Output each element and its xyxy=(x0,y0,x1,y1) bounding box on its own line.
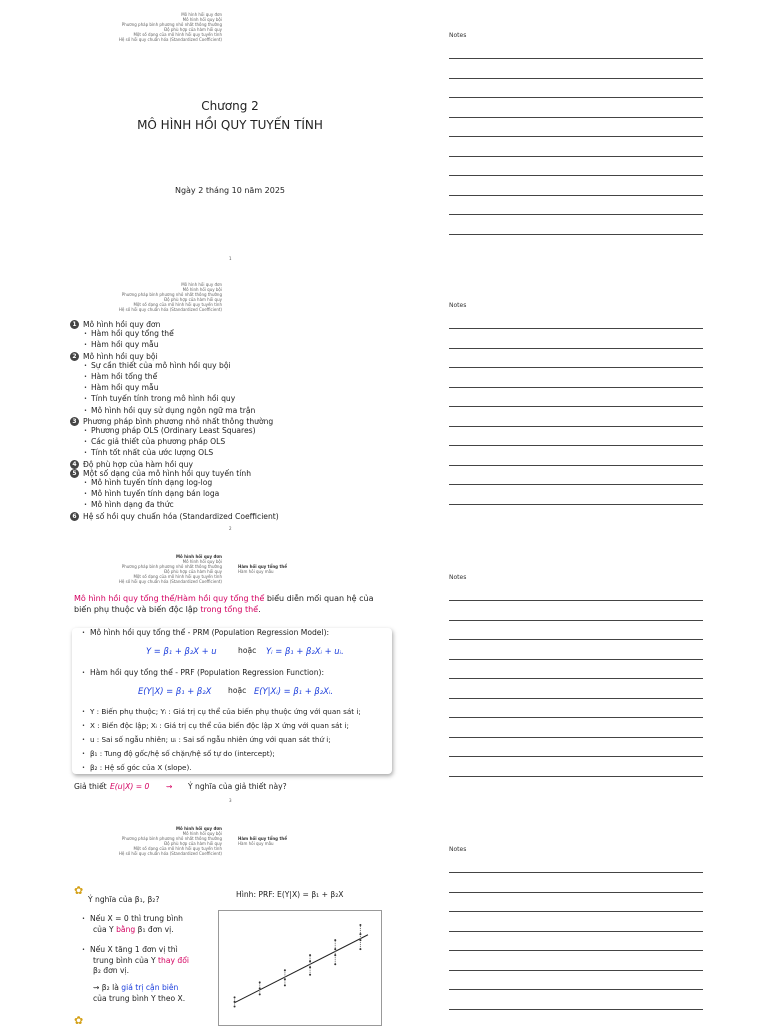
mini-nav-item[interactable]: Hàm hồi quy tổng thể xyxy=(238,836,287,841)
meaning-question: Ý nghĩa của β₁, β₂? xyxy=(88,895,160,904)
notes-rule xyxy=(449,195,703,196)
intro-term: Mô hình hồi quy tổng thể/Hàm hồi quy tổng thể xyxy=(74,594,265,603)
intro-text: biểu diễn mối quan hệ của biến phụ thuộc và biến độc lập xyxy=(74,594,374,614)
mini-nav-item[interactable]: Hàm hồi quy mẫu xyxy=(238,841,274,846)
mini-nav-item[interactable]: Mô hình hồi quy đơn xyxy=(176,554,222,559)
mini-nav-slide4 xyxy=(100,826,222,856)
data-point xyxy=(359,939,361,941)
toc-section[interactable] xyxy=(70,469,279,478)
assumption-formula: E(u|X) = 0 xyxy=(110,782,150,791)
section-number-badge: 1 xyxy=(70,320,79,329)
notes-rule xyxy=(449,717,703,718)
data-point xyxy=(334,948,336,950)
mini-nav-item[interactable]: Mô hình hồi quy bội xyxy=(182,17,222,22)
notes-rule xyxy=(449,756,703,757)
mini-nav-slide1 xyxy=(100,12,222,42)
notes-rule xyxy=(449,348,703,349)
notes-rule xyxy=(449,214,703,215)
mini-nav-item[interactable]: Độ phù hợp của hàm hồi quy xyxy=(164,841,222,846)
toc-subsection[interactable]: • Mô hình tuyến tính dạng bán loga xyxy=(70,489,279,500)
notes-rule xyxy=(449,78,703,79)
notes-rule xyxy=(449,387,703,388)
notes-rule xyxy=(449,737,703,738)
section-number-badge: 2 xyxy=(70,352,79,361)
beta2-line-a: • Nếu X tăng 1 đơn vị thì xyxy=(82,945,178,956)
definition-item: • X : Biến độc lập; Xᵢ : Giá trị cụ thể của biến độc lập X ứng với quan sát i; xyxy=(82,721,349,732)
notes-rule xyxy=(449,776,703,777)
toc-subsection[interactable]: • Hàm hồi quy mẫu xyxy=(70,383,279,394)
notes-rule xyxy=(449,328,703,329)
mini-nav-item[interactable]: Hàm hồi quy tổng thể xyxy=(238,564,287,569)
chapter-label: Chương 2 xyxy=(201,99,259,113)
mini-nav-slide3 xyxy=(100,554,222,584)
notes-label: Notes xyxy=(449,302,467,309)
date-label: Ngày 2 tháng 10 năm 2025 xyxy=(174,186,286,195)
toc-section-title: Một số dạng của mô hình hồi quy tuyến tính xyxy=(83,468,252,478)
toc-subsection[interactable]: • Mô hình dạng đa thức xyxy=(70,500,279,511)
mini-nav-item[interactable]: Phương pháp bình phương nhỏ nhất thông thường xyxy=(121,836,222,841)
toc-subsection[interactable]: • Sự cần thiết của mô hình hồi quy bội xyxy=(70,361,279,372)
data-point xyxy=(334,939,336,941)
definition-item: • u : Sai số ngẫu nhiên; uᵢ : Sai số ngẫu nhiên ứng với quan sát thứ i; xyxy=(82,735,331,746)
notes-rule xyxy=(449,504,703,505)
notes-rule xyxy=(449,58,703,59)
prm-label: • Mô hình hồi quy tổng thể - PRM (Population Regression Model): xyxy=(82,628,329,639)
notes-rule xyxy=(449,678,703,679)
page-number: 2 xyxy=(229,526,232,531)
notes-rule xyxy=(449,989,703,990)
notes-rule xyxy=(449,600,703,601)
data-point xyxy=(309,966,311,968)
section-number-badge: 3 xyxy=(70,417,79,426)
beta2-marginal xyxy=(93,983,178,993)
notes-rule xyxy=(449,950,703,951)
notes-rule xyxy=(449,136,703,137)
data-point xyxy=(234,996,236,998)
notes-rule xyxy=(449,1009,703,1010)
assumption-question: Ý nghĩa của giả thiết này? xyxy=(188,782,287,791)
data-point xyxy=(359,933,361,935)
data-point xyxy=(309,954,311,956)
notes-rule xyxy=(449,175,703,176)
data-point xyxy=(359,924,361,926)
toc-subsection[interactable]: • Phương pháp OLS (Ordinary Least Squares) xyxy=(70,426,279,437)
data-point xyxy=(259,993,261,995)
data-point xyxy=(234,1005,236,1007)
mini-nav-item[interactable]: Phương pháp bình phương nhỏ nhất thông thường xyxy=(121,564,222,569)
beta1-line-a: • Nếu X = 0 thì trung bình xyxy=(82,914,183,925)
data-point xyxy=(284,978,286,980)
toc-subsection[interactable]: • Tính tuyến tính trong mô hình hồi quy xyxy=(70,394,279,405)
leads-to-arrow: ⇝ xyxy=(166,782,173,791)
definition-item: • Y : Biến phụ thuộc; Yᵢ : Giá trị cụ thể của biến phụ thuộc ứng với quan sát i; xyxy=(82,707,361,718)
toc-subsection[interactable]: • Mô hình tuyến tính dạng log-log xyxy=(70,478,279,489)
data-point xyxy=(359,948,361,950)
mini-nav-item[interactable]: Một số dạng của mô hình hồi quy tuyến tính xyxy=(133,302,222,307)
notes-rule xyxy=(449,234,703,235)
definition-item: • β₂ : Hệ số góc của X (slope). xyxy=(82,763,192,774)
beta2-line-c: β₂ đơn vị. xyxy=(93,966,130,975)
section-number-badge: 4 xyxy=(70,460,79,469)
flower-icon: ✿ xyxy=(74,1014,84,1027)
toc-section-title: Hệ số hồi quy chuẩn hóa (Standardized Coefficient) xyxy=(83,511,279,521)
mini-nav-item[interactable]: Mô hình hồi quy đơn xyxy=(181,282,222,287)
beta1-end: β₁ đơn vị. xyxy=(135,925,174,934)
data-point xyxy=(284,984,286,986)
intro-paragraph xyxy=(74,593,390,615)
mini-nav-item[interactable]: Hệ số hồi quy chuẩn hóa (Standardized Coefficient) xyxy=(118,851,222,856)
mini-nav-item[interactable]: Mô hình hồi quy bội xyxy=(182,831,222,836)
mini-nav-item[interactable]: Hệ số hồi quy chuẩn hóa (Standardized Coefficient) xyxy=(118,307,222,312)
definition-item: • β₁ : Tung độ gốc/hệ số chặn/hệ số tự do (intercept); xyxy=(82,749,275,760)
beta2-text: trung bình của Y xyxy=(93,956,159,965)
notes-label: Notes xyxy=(449,32,467,39)
toc-section-title: Phương pháp bình phương nhỏ nhất thông thường xyxy=(83,416,274,426)
toc-section[interactable] xyxy=(70,417,279,426)
notes-rule xyxy=(449,406,703,407)
marginal-prefix: ⇝ β₂ là xyxy=(93,983,122,992)
data-point xyxy=(309,974,311,976)
notes-rule xyxy=(449,872,703,873)
mini-nav-subsections xyxy=(238,564,318,574)
notes-label: Notes xyxy=(449,846,467,853)
toc-section[interactable] xyxy=(70,352,279,361)
assumption-prefix: Giả thiết xyxy=(74,782,107,791)
notes-rule xyxy=(449,484,703,485)
page-number: 1 xyxy=(229,256,232,261)
prf-chart xyxy=(218,910,382,1026)
mini-nav-item[interactable]: Độ phù hợp của hàm hồi quy xyxy=(164,297,222,302)
notes-rule xyxy=(449,426,703,427)
notes-rule xyxy=(449,620,703,621)
toc-section-title: Độ phù hợp của hàm hồi quy xyxy=(83,459,193,469)
prf-formula: E(Y|X) = β₁ + β₂X xyxy=(138,686,212,696)
or-label: hoặc xyxy=(238,646,257,655)
mini-nav-item[interactable]: Độ phù hợp của hàm hồi quy xyxy=(164,569,222,574)
data-point xyxy=(259,981,261,983)
beta1-line-b xyxy=(93,925,174,935)
flower-icon: ✿ xyxy=(74,884,84,897)
intro-term-2: trong tổng thể xyxy=(200,605,259,614)
marginal-line-b: của trung bình Y theo X. xyxy=(93,994,186,1003)
notes-rule xyxy=(449,445,703,446)
prm-formula-indexed: Yᵢ = β₁ + β₂Xᵢ + uᵢ. xyxy=(266,646,344,656)
toc-section[interactable] xyxy=(70,320,279,329)
data-point xyxy=(234,1001,236,1003)
notes-rule xyxy=(449,659,703,660)
mini-nav-item[interactable]: Hàm hồi quy mẫu xyxy=(238,569,274,574)
notes-rule xyxy=(449,892,703,893)
mini-nav-item[interactable]: Hệ số hồi quy chuẩn hóa (Standardized Coefficient) xyxy=(118,579,222,584)
mini-nav-item[interactable]: Mô hình hồi quy bội xyxy=(182,287,222,292)
data-point xyxy=(259,987,261,989)
intro-end: . xyxy=(258,605,261,614)
toc-subsection[interactable]: • Hàm hồi quy tổng thể xyxy=(70,329,279,340)
prf-label: • Hàm hồi quy tổng thể - PRF (Population Regression Function): xyxy=(82,668,324,679)
mini-nav-item[interactable]: Độ phù hợp của hàm hồi quy xyxy=(164,27,222,32)
notes-rule xyxy=(449,931,703,932)
mini-nav-slide2 xyxy=(100,282,222,312)
toc-subsection[interactable]: • Tính tốt nhất của ước lượng OLS xyxy=(70,448,279,459)
slide-title: MÔ HÌNH HỒI QUY TUYẾN TÍNH xyxy=(137,118,323,132)
section-number-badge: 5 xyxy=(70,469,79,478)
data-point xyxy=(334,954,336,956)
marginal-term: giá trị cận biên xyxy=(121,983,179,992)
notes-rule xyxy=(449,698,703,699)
prf-chart-svg xyxy=(219,911,381,1025)
toc-subsection[interactable]: • Hàm hồi quy mẫu xyxy=(70,340,279,351)
mini-nav-item[interactable]: Một số dạng của mô hình hồi quy tuyến tính xyxy=(133,846,222,851)
toc-section-title: Mô hình hồi quy đơn xyxy=(83,320,161,329)
mini-nav-item[interactable]: Một số dạng của mô hình hồi quy tuyến tính xyxy=(133,574,222,579)
page-number: 3 xyxy=(229,798,232,803)
notes-rule xyxy=(449,156,703,157)
data-point xyxy=(334,963,336,965)
mini-nav-item[interactable]: Mô hình hồi quy đơn xyxy=(176,826,222,831)
mini-nav-item[interactable]: Hệ số hồi quy chuẩn hóa (Standardized Coefficient) xyxy=(118,37,222,42)
notes-rule xyxy=(449,117,703,118)
toc-section[interactable] xyxy=(70,460,279,469)
mini-nav-item[interactable]: Phương pháp bình phương nhỏ nhất thông thường xyxy=(121,22,222,27)
notes-rule xyxy=(449,639,703,640)
beta2-line-b xyxy=(93,956,189,966)
toc-subsection[interactable]: • Hàm hồi tổng thể xyxy=(70,372,279,383)
or-label: hoặc xyxy=(228,686,247,695)
toc-section-title: Mô hình hồi quy bội xyxy=(83,351,158,361)
mini-nav-item[interactable]: Mô hình hồi quy bội xyxy=(182,559,222,564)
mini-nav-item[interactable]: Phương pháp bình phương nhỏ nhất thông thường xyxy=(121,292,222,297)
notes-rule xyxy=(449,911,703,912)
prm-formula: Y = β₁ + β₂X + u xyxy=(146,646,217,656)
mini-nav-item[interactable]: Một số dạng của mô hình hồi quy tuyến tính xyxy=(133,32,222,37)
mini-nav-subsections xyxy=(238,836,318,846)
mini-nav-item[interactable]: Mô hình hồi quy đơn xyxy=(181,12,222,17)
toc-subsection[interactable]: • Mô hình hồi quy sử dụng ngôn ngữ ma trận xyxy=(70,406,279,417)
toc-subsection[interactable]: • Các giả thiết của phương pháp OLS xyxy=(70,437,279,448)
beta1-text: của Y xyxy=(93,925,117,934)
notes-rule xyxy=(449,97,703,98)
beta1-emphasis: bằng xyxy=(116,925,136,934)
chart-title: Hình: PRF: E(Y|X) = β₁ + β₂X xyxy=(236,890,344,899)
table-of-contents xyxy=(70,320,279,521)
beta2-emphasis: thay đổi xyxy=(158,956,189,965)
toc-section[interactable] xyxy=(70,512,279,521)
prf-formula-indexed: E(Y|Xᵢ) = β₁ + β₂Xᵢ. xyxy=(254,686,333,696)
notes-rule xyxy=(449,367,703,368)
regression-line xyxy=(235,935,368,1003)
data-point xyxy=(309,960,311,962)
section-number-badge: 6 xyxy=(70,512,79,521)
notes-rule xyxy=(449,970,703,971)
notes-label: Notes xyxy=(449,574,467,581)
notes-rule xyxy=(449,465,703,466)
data-point xyxy=(284,969,286,971)
